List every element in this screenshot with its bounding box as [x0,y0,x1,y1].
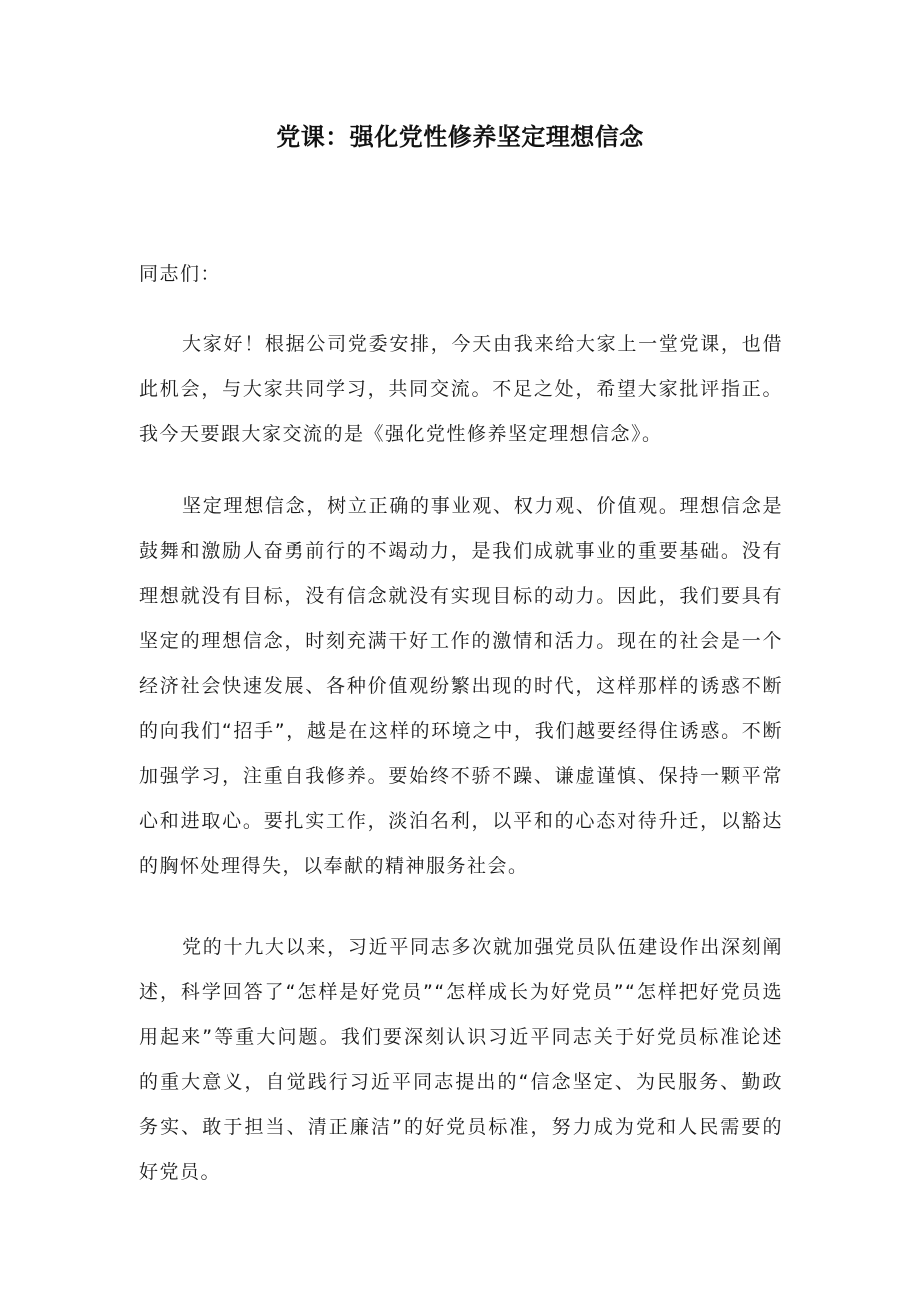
paragraph-good-party-member: 党的十九大以来，习近平同志多次就加强党员队伍建设作出深刻阐述，科学回答了“怎样是好党员”“怎样成长为好党员”“怎样把好党员选用起来”等重大问题。我们要深刻认识习近平同志关于好党员标准论述的重大意义，自觉践行习近平同志提出的“信念坚定、为民服务、勤政务实、敢于担当、清正廉洁”的好党员标准，努力成为党和人民需要的好党员。 [139,936,783,1183]
paragraph-ideals-beliefs: 坚定理想信念，树立正确的事业观、权力观、价值观。理想信念是鼓舞和激励人奋勇前行的不竭动力，是我们成就事业的重要基础。没有理想就没有目标，没有信念就没有实现目标的动力。因此，我们要具有坚定的理想信念，时刻充满干好工作的激情和活力。现在的社会是一个经济社会快速发展、各种价值观纷繁出现的时代，这样那样的诱惑不断的向我们“招手”，越是在这样的环境之中，我们越要经得住诱惑。不断加强学习，注重自我修养。要始终不骄不躁、谦虚谨慎、保持一颗平常心和进取心。要扎实工作，淡泊名利，以平和的心态对待升迁，以豁达的胸怀处理得失，以奉献的精神服务社会。 [139,495,783,877]
paragraph-opening: 大家好！根据公司党委安排，今天由我来给大家上一堂党课，也借此机会，与大家共同学习，共同交流。不足之处，希望大家批评指正。我今天要跟大家交流的是《强化党性修养坚定理想信念》。 [139,333,783,445]
document-title: 党课：强化党性修养坚定理想信念 [276,123,644,151]
salutation: 同志们： [139,263,222,285]
